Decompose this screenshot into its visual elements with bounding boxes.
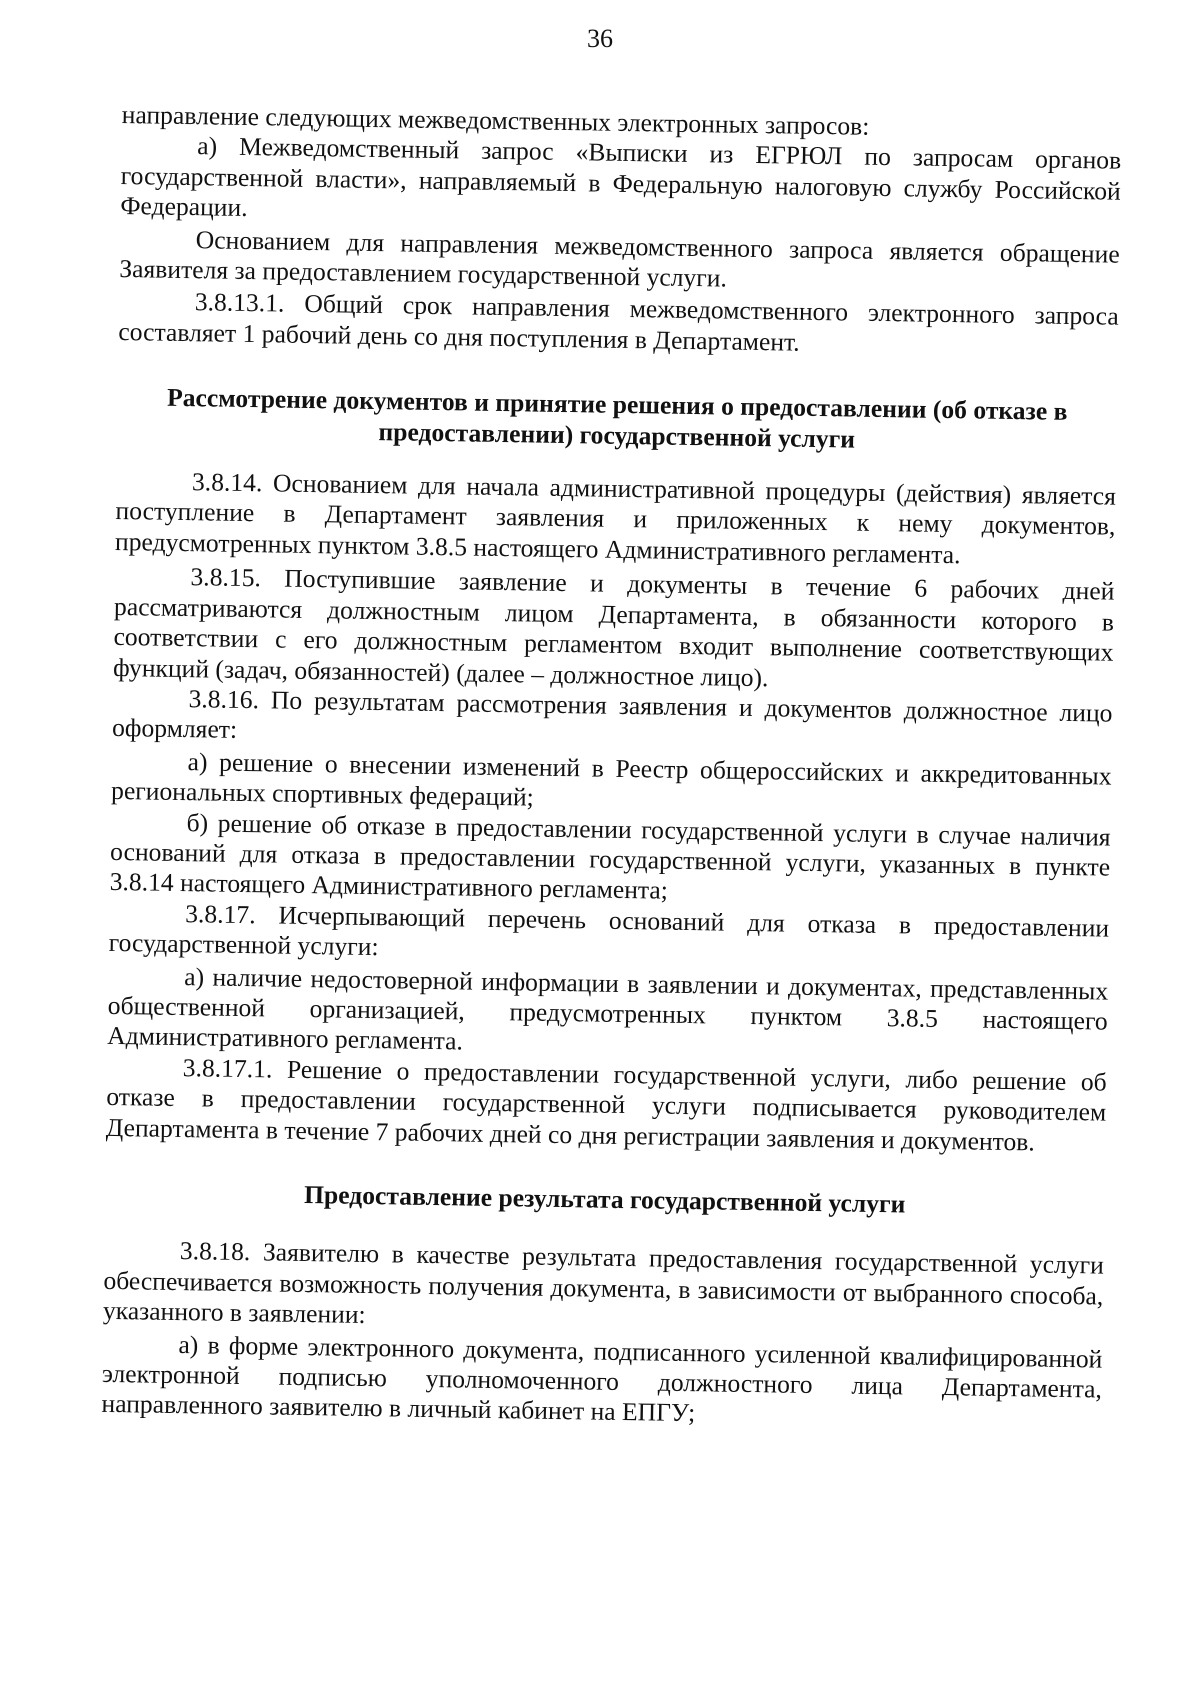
paragraph-3-8-18: 3.8.18. Заявителю в качестве результата предоставления государственной услуги обеспечивается возможность получения документа, в зависимости от выбранного способа, указанного в заявлении: [102, 1236, 1105, 1330]
section-heading-review-decision: Рассмотрение документов и принятие решения о предоставлении (об отказе в предоставлении) государственной услуги [166, 382, 1068, 454]
paragraph-3-8-15: 3.8.15. Поступившие заявление и документы в течение 6 рабочих дней рассматриваются должностным лицом Департамента, в обязанности которого в соответствии с его должностным регламентом входит выполнение соответствующих функций (задач, обязанностей) (далее – должностное лицо). [112, 562, 1115, 692]
document-body [101, 100, 1122, 1435]
paragraph-request-basis: Основанием для направления межведомственного запроса является обращение Заявителя за предоставлением государственной услуги. [119, 224, 1120, 293]
paragraph-intro: направление следующих межведомственных электронных запросов: [121, 100, 870, 141]
paragraph-3-8-18-item-a: а) в форме электронного документа, подписанного усиленной квалифицированной электронной подписью уполномоченного должностного лица Департамента, направленного заявителю в личный кабинет на ЕПГУ; [101, 1329, 1103, 1428]
paragraph-3-8-16-item-a: а) решение о внесении изменений в Реестр общероссийских и аккредитованных региональных спортивных федераций; [110, 746, 1112, 812]
section-heading-result-provision: Предоставление результата государственной услуги [303, 1179, 906, 1219]
paragraph-3-8-16-item-b: б) решение об отказе в предоставлении государственной услуги в случае наличия оснований для отказа в предоставлении государственной услуги, указанных в пункте 3.8.14 настоящего Административного регламента; [109, 807, 1111, 906]
paragraph-3-8-14: 3.8.14. Основанием для начала административной процедуры (действия) является поступление в Департамент заявления и приложенных к нему документов, предусмотренных пунктом 3.8.5 настоящего Административного регламента. [114, 467, 1117, 570]
paragraph-item-a-egrul-request: а) Межведомственный запрос «Выписки из ЕГРЮЛ по запросам органов государственной власти», направляемый в Федеральную налоговую службу Российской Федерации. [120, 131, 1122, 223]
paragraph-3-8-16: 3.8.16. По результатам рассмотрения заявления и документов должностное лицо оформляет: [111, 684, 1113, 745]
page-number: 36 [587, 24, 613, 53]
paragraph-3-8-17-1: 3.8.17.1. Решение о предоставлении государственной услуги, либо решение об отказе в предоставлении государственной услуги подписывается руководителем Департамента в течение 7 рабочих дней со дня регистрации заявления и документов. [105, 1052, 1107, 1157]
paragraph-3-8-17-item-a: а) наличие недостоверной информации в заявлении и документах, представленных общественной организацией, предусмотренных пунктом 3.8.5 настоящего Административного регламента. [107, 961, 1109, 1056]
paragraph-3-8-17: 3.8.17. Исчерпывающий перечень оснований для отказа в предоставлении государственной услуги: [108, 898, 1110, 962]
paragraph-3-8-13-1: 3.8.13.1. Общий срок направления межведомственного электронного запроса составляет 1 рабочий день со дня поступления в Департамент. [118, 287, 1119, 357]
